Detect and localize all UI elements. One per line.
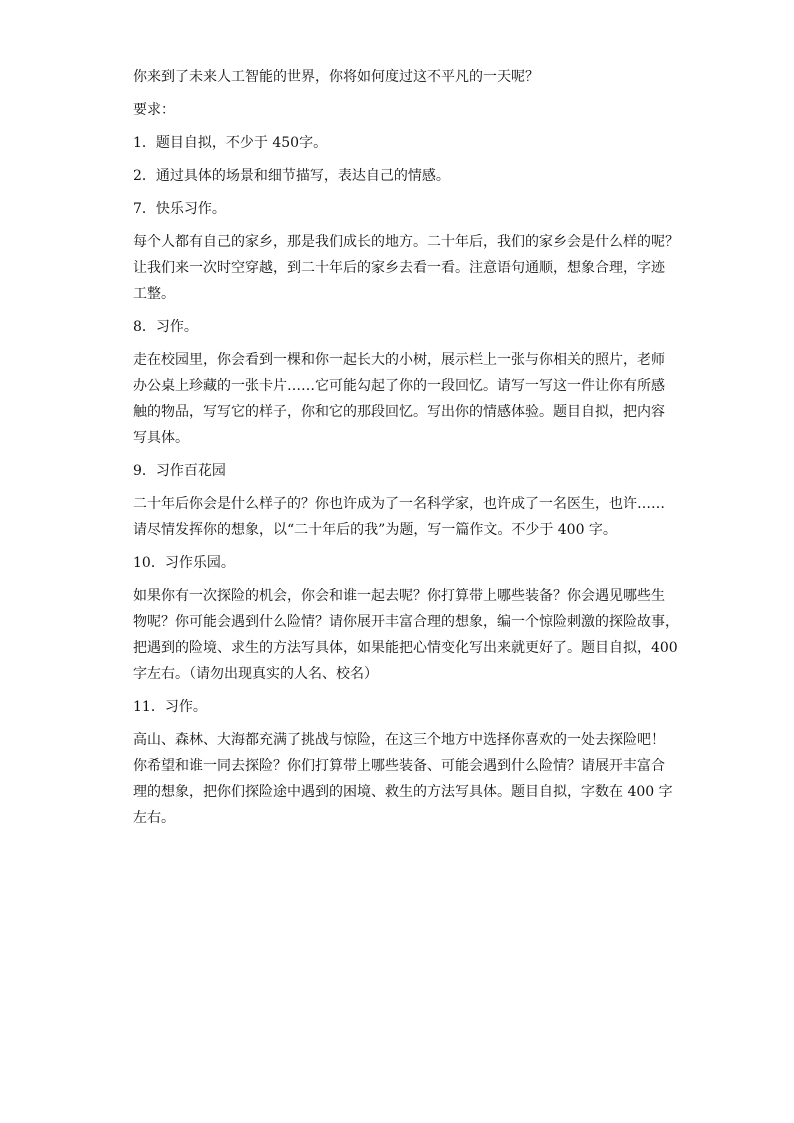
- question-8-line: 办公桌上珍藏的一张卡片……它可能勾起了你的一段回忆。请写一写这一件让你有所感: [133, 378, 665, 394]
- question-10-line: 物呢？你可能会遇到什么险情？请你展开丰富合理的想象，编一个惊险刺激的探险故事，: [133, 614, 679, 630]
- requirement-2: 2．通过具体的场景和细节描写，表达自己的情感。: [133, 168, 450, 184]
- question-7-line: 工整。: [133, 286, 175, 302]
- question-10-body: [133, 583, 679, 687]
- question-11-body: [133, 727, 673, 831]
- question-8-heading: 8．习作。: [133, 319, 198, 335]
- question-8-line: 触的物品，写写它的样子，你和它的那段回忆。写出你的情感体验。题目自拟，把内容: [133, 404, 665, 420]
- question-11-line: 左右。: [133, 810, 175, 826]
- requirement-1: 1．题目自拟，不少于 450字。: [133, 135, 328, 151]
- intro-prompt: 你来到了未来人工智能的世界，你将如何度过这不平凡的一天呢？: [133, 69, 539, 85]
- question-7-line: 每个人都有自己的家乡，那是我们成长的地方。二十年后，我们的家乡会是什么样的呢？: [133, 234, 679, 250]
- question-10-heading: 10．习作乐园。: [133, 555, 235, 571]
- question-7-body: [133, 229, 679, 307]
- question-10-line: 把遇到的险境、求生的方法写具体，如果能把心情变化写出来就更好了。题目自拟，400: [133, 640, 678, 656]
- question-7-line: 让我们来一次时空穿越，到二十年后的家乡去看一看。注意语句通顺，想象合理，字迹: [133, 260, 665, 276]
- question-10-line: 字左右。（请勿出现真实的人名、校名）: [133, 666, 378, 682]
- question-11-line: 理的想象，把你们探险途中遇到的困境、救生的方法写具体。题目自拟，字数在 400 字: [133, 784, 673, 800]
- requirements-label: 要求：: [133, 102, 175, 118]
- question-10-line: 如果你有一次探险的机会，你会和谁一起去呢？你打算带上哪些装备？你会遇见哪些生: [133, 588, 665, 604]
- document-content: [133, 64, 679, 838]
- question-8-body: [133, 347, 663, 451]
- question-8-line: 走在校园里，你会看到一棵和你一起长大的小树，展示栏上一张与你相关的照片，老师: [133, 352, 665, 368]
- question-9-body: [133, 491, 663, 543]
- question-11-line: 你希望和谁一同去探险？你们打算带上哪些装备、可能会遇到什么险情？请展开丰富合: [133, 758, 665, 774]
- question-9-heading: 9．习作百花园: [133, 463, 226, 479]
- question-11-line: 高山、森林、大海都充满了挑战与惊险，在这三个地方中选择你喜欢的一处去探险吧！: [133, 732, 665, 748]
- question-9-line: 二十年后你会是什么样子的？你也许成为了一名科学家，也许成了一名医生，也许……: [133, 496, 665, 512]
- question-7-heading: 7．快乐习作。: [133, 201, 226, 217]
- question-11-heading: 11．习作。: [133, 699, 207, 715]
- question-9-line: 请尽情发挥你的想象，以“二十年后的我”为题，写一篇作文。不少于 400 字。: [133, 522, 617, 538]
- question-8-line: 写具体。: [133, 430, 189, 446]
